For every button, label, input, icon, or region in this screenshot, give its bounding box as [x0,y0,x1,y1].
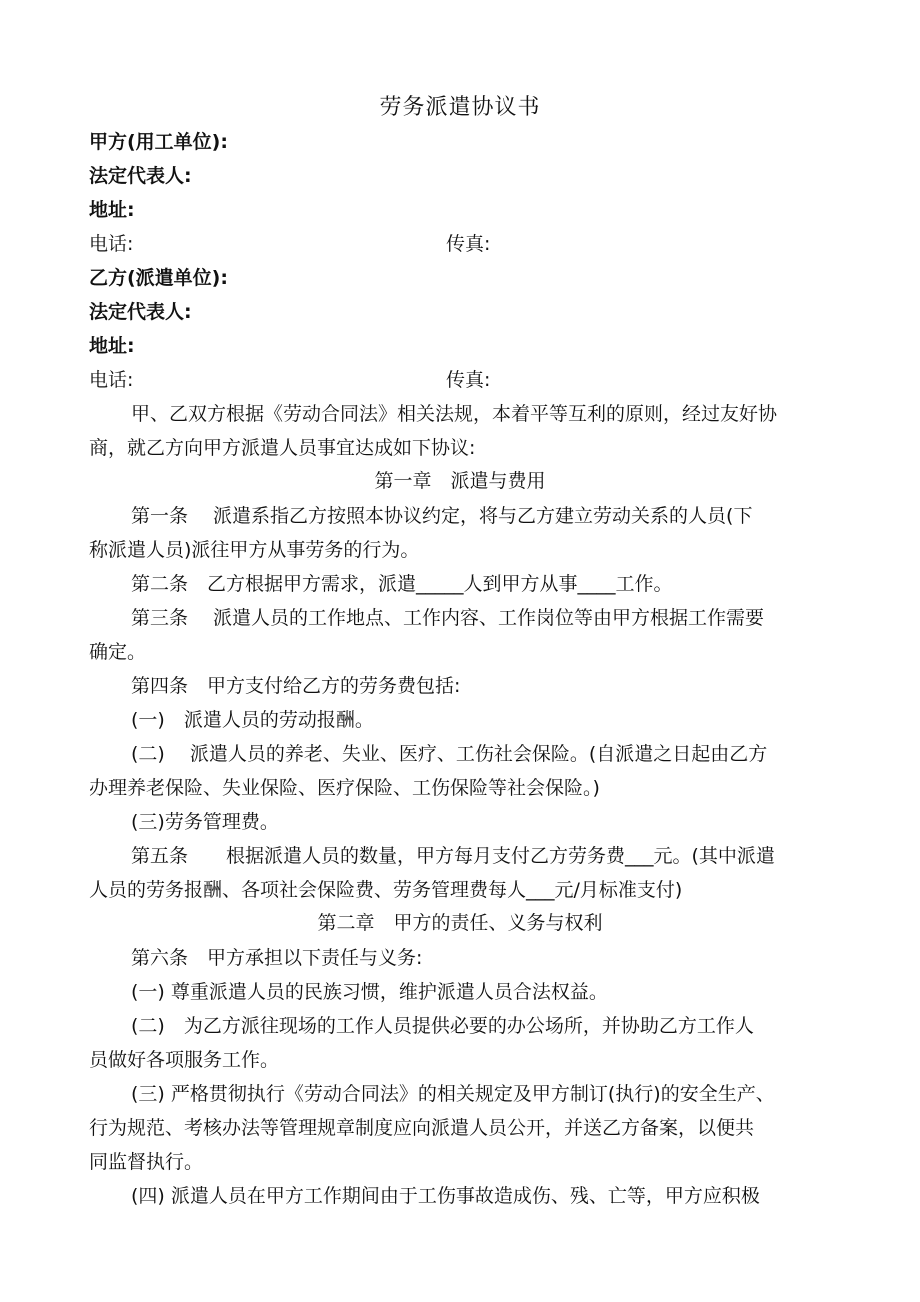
party-a-heading: 甲方(用工单位): [89,131,228,153]
article-1-line-1: 第一条 派遣系指乙方按照本协议约定，将与乙方建立劳动关系的人员(下 [131,505,753,527]
party-b-legal-rep: 法定代表人: [89,301,192,323]
party-b-address: 地址: [89,335,135,357]
party-b-fax: 传真: [446,369,491,391]
party-b-phone: 电话: [89,369,134,391]
article-6-item-3-line-2: 行为规范、考核办法等管理规章制度应向派遣人员公开，并送乙方备案，以便共 [89,1117,755,1139]
party-a-contact-row [89,229,849,259]
chapter-1-title: 第一章 派遣与费用 [374,470,546,492]
article-4-line-1: 第四条 甲方支付给乙方的劳务费包括: [131,675,461,697]
party-a-address: 地址: [89,199,135,221]
chapter-2-title: 第二章 甲方的责任、义务与权利 [317,912,603,934]
article-6-item-2-line-2: 员做好各项服务工作。 [89,1049,280,1071]
document-title: 劳务派遣协议书 [379,95,541,120]
party-b-contact-row [89,365,849,395]
party-a-legal-rep: 法定代表人: [89,165,192,187]
article-6-item-4-line-1: (四) 派遣人员在甲方工作期间由于工伤事故造成伤、残、亡等，甲方应积极 [131,1185,760,1207]
article-4-item-2-line-2: 办理养老保险、失业保险、医疗保险、工伤保险等社会保险。) [89,777,600,799]
article-3-line-2: 确定。 [89,641,147,663]
article-3-line-1: 第三条 派遣人员的工作地点、工作内容、工作岗位等由甲方根据工作需要 [131,607,765,629]
article-6-line-1: 第六条 甲方承担以下责任与义务: [131,947,423,969]
preamble-line-2: 商，就乙方向甲方派遣人员事宜达成如下协议: [89,437,476,459]
article-4-item-2-line-1: (二) 派遣人员的养老、失业、医疗、工伤社会保险。(自派遣之日起由乙方 [131,743,768,765]
article-5-line-1: 第五条 根据派遣人员的数量，甲方每月支付乙方劳务费___元。(其中派遣 [131,845,775,867]
party-a-fax: 传真: [446,233,491,255]
party-a-phone: 电话: [89,233,134,255]
article-1-line-2: 称派遣人员)派往甲方从事劳务的行为。 [89,539,420,561]
article-2-line-1: 第二条 乙方根据甲方需求，派遣_____人到甲方从事____工作。 [131,573,673,595]
article-6-item-1: (一) 尊重派遣人员的民族习惯，维护派遣人员合法权益。 [131,981,608,1003]
article-6-item-3-line-1: (三) 严格贯彻执行《劳动合同法》的相关规定及甲方制订(执行)的安全生产、 [131,1083,775,1105]
article-6-item-3-line-3: 同监督执行。 [89,1151,204,1173]
article-4-item-1: (一) 派遣人员的劳动报酬。 [131,709,374,731]
preamble-line-1: 甲、乙双方根据《劳动合同法》相关法规，本着平等互利的原则，经过友好协 [131,403,778,425]
article-4-item-3: (三)劳务管理费。 [131,811,279,833]
article-5-line-2: 人员的劳务报酬、各项社会保险费、劳务管理费每人___元/月标准支付) [89,879,683,901]
party-b-heading: 乙方(派遣单位): [89,267,228,289]
article-6-item-2-line-1: (二) 为乙方派往现场的工作人员提供必要的办公场所，并协助乙方工作人 [131,1015,754,1037]
